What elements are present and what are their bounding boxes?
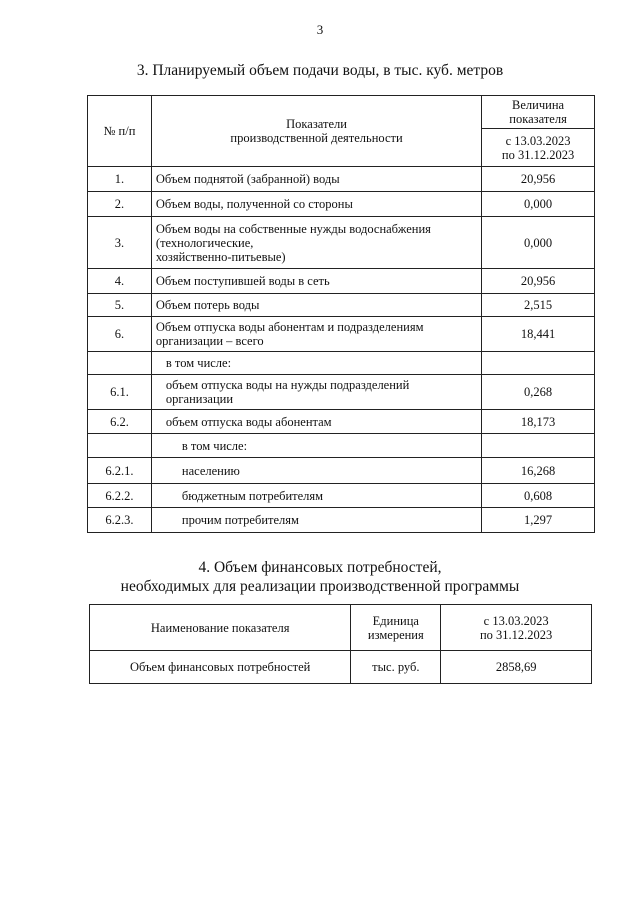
row-num [88, 434, 152, 458]
row-value: 0,000 [482, 217, 595, 269]
row-label-line2: организации [165, 392, 234, 406]
header-num: № п/п [88, 96, 152, 167]
row-label: в том числе: [151, 352, 481, 375]
row-num: 6.2.3. [88, 508, 152, 533]
section-3-title: 3. Планируемый объем подачи воды, в тыс. куб. метров [136, 62, 504, 79]
row-num: 1. [88, 167, 152, 192]
financial-needs-table [89, 604, 592, 684]
header-period-line1: с 13.03.2023 [483, 613, 549, 628]
header-indicator [151, 96, 481, 167]
row-label-line3: хозяйственно-питьевые) [155, 249, 286, 264]
row-label: прочим потребителям [151, 508, 481, 533]
row-label-line2: (технологические, [155, 235, 254, 250]
table-row [88, 484, 595, 508]
header-unit-line1: Единица [372, 613, 419, 628]
section-4-title-line2: необходимых для реализации производственной программы [120, 578, 520, 595]
section-4-title-line1: 4. Объем финансовых потребностей, [198, 559, 442, 576]
row-value: 18,173 [482, 410, 595, 434]
table-row [88, 458, 595, 484]
header-unit-line2: измерения [367, 627, 424, 642]
row-num: 2. [88, 192, 152, 217]
table-row [88, 269, 595, 294]
row-label [151, 217, 481, 269]
row-value: 16,268 [482, 458, 595, 484]
row-value: 2,515 [482, 294, 595, 317]
row-num: 3. [88, 217, 152, 269]
row-label-line1: Объем отпуска воды абонентам и подразделениям [155, 320, 424, 334]
table-row [88, 192, 595, 217]
row-label: в том числе: [151, 434, 481, 458]
table-row [88, 352, 595, 375]
table-row [90, 651, 592, 684]
row-label: Объем поднятой (забранной) воды [151, 167, 481, 192]
row-num: 5. [88, 294, 152, 317]
row-num [88, 352, 152, 375]
row-value [482, 434, 595, 458]
row-value: 1,297 [482, 508, 595, 533]
row-value: 0,268 [482, 375, 595, 410]
row-value: 20,956 [482, 167, 595, 192]
header-period-line2: по 31.12.2023 [501, 147, 575, 162]
header-value: Величина показателя [482, 96, 595, 129]
row-label [151, 375, 481, 410]
row-label-line1: Объем воды на собственные нужды водоснабжения [155, 221, 431, 236]
table-row [88, 508, 595, 533]
table-row [88, 294, 595, 317]
row-unit: тыс. руб. [351, 651, 441, 684]
row-label [151, 317, 481, 352]
row-value: 0,000 [482, 192, 595, 217]
row-num: 4. [88, 269, 152, 294]
row-label: Объем поступившей воды в сеть [151, 269, 481, 294]
section-4-title [0, 558, 640, 596]
row-label: объем отпуска воды абонентам [151, 410, 481, 434]
row-num: 6.2.1. [88, 458, 152, 484]
header-unit [351, 605, 441, 651]
row-value: 20,956 [482, 269, 595, 294]
row-label-line1: объем отпуска воды на нужды подразделений [165, 378, 410, 392]
row-value [482, 352, 595, 375]
row-label: бюджетным потребителям [151, 484, 481, 508]
row-label-line2: организации – всего [155, 334, 264, 348]
header-name: Наименование показателя [90, 605, 351, 651]
header-period-line2: по 31.12.2023 [479, 627, 553, 642]
header-period [441, 605, 592, 651]
row-label: Объем воды, полученной со стороны [151, 192, 481, 217]
row-num: 6.1. [88, 375, 152, 410]
water-supply-table [87, 95, 595, 533]
table-row [88, 375, 595, 410]
row-value: 2858,69 [441, 651, 592, 684]
row-value: 0,608 [482, 484, 595, 508]
page-number: 3 [316, 22, 324, 37]
row-label: Объем потерь воды [151, 294, 481, 317]
table-row [88, 434, 595, 458]
header-period [482, 129, 595, 167]
header-indicator-line2: производственной деятельности [230, 131, 403, 145]
row-num: 6.2. [88, 410, 152, 434]
row-name: Объем финансовых потребностей [90, 651, 351, 684]
row-num: 6.2.2. [88, 484, 152, 508]
table-row [88, 217, 595, 269]
row-num: 6. [88, 317, 152, 352]
table-row [88, 317, 595, 352]
table-row [88, 167, 595, 192]
header-period-line1: с 13.03.2023 [505, 133, 571, 148]
row-label: населению [151, 458, 481, 484]
header-indicator-line1: Показатели [286, 117, 347, 131]
row-value: 18,441 [482, 317, 595, 352]
table-row [88, 410, 595, 434]
